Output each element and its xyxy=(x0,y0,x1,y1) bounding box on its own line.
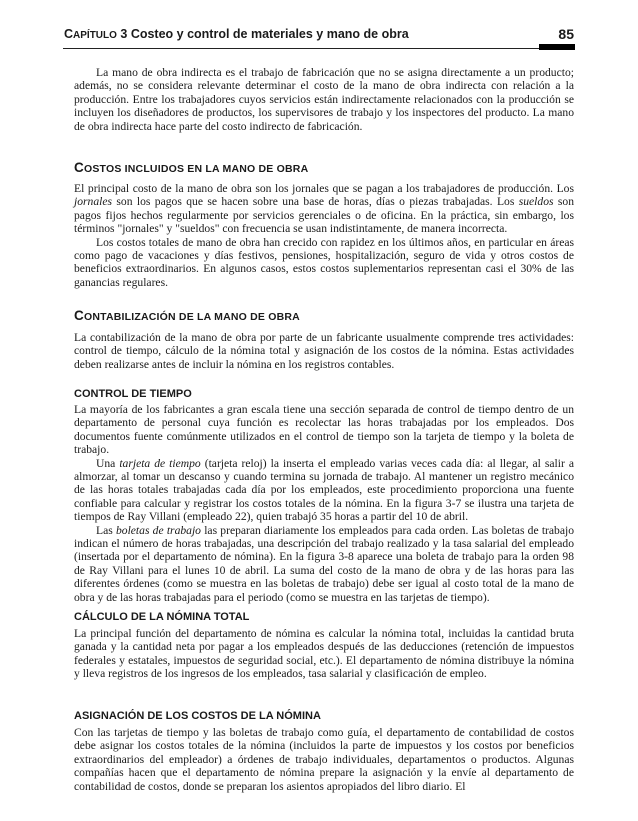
italic-term: tarjeta de tiempo xyxy=(119,456,201,470)
subheading-calculo-nomina: CÁLCULO DE LA NÓMINA TOTAL xyxy=(74,611,250,623)
paragraph: La contabilización de la mano de obra por parte de un fabricante usualmente comprende tres actividades: control de tiempo, cálculo de la nómina total y asignación de los costos de la nómina. Estas actividades deben realizarse antes de incluir la nómina en los registros contables. xyxy=(74,331,574,371)
intro-paragraph: La mano de obra indirecta es el trabajo de fabricación que no se asigna directamente a un producto; además, no se considera relevante determinar el costo de la mano de obra indirecta con relación a la producción. Entre los trabajadores cuyos servicios están indirectamente relacionados con la producción se incluyen los diseñadores de productos, los supervisores de trabajo y los inspectores del producto. La mano de obra indirecta hace parte del costo indirecto de fabricación. xyxy=(74,66,574,133)
subheading-control-tiempo: CONTROL DE TIEMPO xyxy=(74,388,192,400)
heading-small-caps: OSTOS INCLUIDOS EN LA MANO DE OBRA xyxy=(83,163,309,175)
running-header xyxy=(64,26,574,44)
paragraph xyxy=(74,457,574,524)
chapter-title xyxy=(64,27,409,41)
paragraph xyxy=(74,182,574,236)
text-run: Una xyxy=(96,456,120,470)
header-rule xyxy=(63,48,539,49)
section-heading-contabilizacion xyxy=(74,308,300,323)
intro-paragraph-block xyxy=(74,66,574,133)
paragraph xyxy=(74,524,574,604)
section-costos-body xyxy=(74,182,574,289)
paragraph: La principal función del departamento de nómina es calcular la nómina total, incluidas la cantidad bruta ganada y la cantidad neta por pagar a los empleados después de las deducciones (retención de impuestos federales y estatales, impuestos de seguridad social, etc.). El departamento de nómina distribuye la nómina y lleva registros de los ingresos de los empleados, tasa salarial y clasificación de empleo. xyxy=(74,627,574,681)
heading-initial: C xyxy=(74,160,84,175)
section-contabilizacion-body xyxy=(74,331,574,371)
chapter-rest: 3 Costeo y control de materiales y mano de obra xyxy=(116,27,409,41)
paragraph: Con las tarjetas de tiempo y las boletas de trabajo como guía, el departamento de contabilidad de costos debe asignar los costos totales de la nómina (incluidos la parte de impuestos y los costos por beneficios extraordinarios del empleador) a órdenes de trabajo individuales, departamentos o productos. Algunas compañías hacen que el departamento de nómina prepare la asignación y la envíe al departamento de contabilidad de costos, donde se preparan los asientos apropiados del libro diario. El xyxy=(74,726,574,793)
text-run: Las xyxy=(96,523,116,537)
italic-term: jornales xyxy=(74,195,113,209)
paragraph: La mayoría de los fabricantes a gran escala tiene una sección separada de control de tiempo dentro de un departamento de personal cuya función es recolectar las horas trabajadas por los empleados. Dos documentos fuente comúnmente utilizados en el control de tiempo son la tarjeta de tiempo y la boleta de trabajo. xyxy=(74,403,574,457)
thumb-tab-marker xyxy=(539,44,575,50)
page-number: 85 xyxy=(558,26,574,42)
text-run: son los pagos que se hacen sobre una base de horas, días o piezas trabajadas. Los xyxy=(112,195,519,209)
text-run: las preparan diariamente los empleados para cada orden. Las boletas de trabajo indican el número de horas trabajadas, una descripción del trabajo realizado y la tasa salarial del empleado (insertada por el departamento de nómina). En la figura 3-8 aparece una boleta de trabajo para la orden 98 de Ray Villani para el lunes 10 de abril. La suma del costo de la mano de obra y de las horas para las diferentes órdenes (como se muestra en las boletas de trabajo) debe ser igual al costo total de la mano de obra y de las horas trabajadas para el periodo (como se muestra en las tarjetas de tiempo). xyxy=(74,523,575,604)
chapter-small-caps: APÍTULO xyxy=(73,30,117,41)
italic-term: boletas de trabajo xyxy=(115,523,201,537)
calculo-nomina-body xyxy=(74,627,574,681)
text-run: (tarjeta reloj) la inserta el empleado varias veces cada día: al llegar, al salir a almorzar, al tomar un descanso y cuando termina su jornada de trabajo. Al mantener un registro mecánico de las horas totales trabajadas cada día por los empleados, este procedimiento proporciona una fuente confiable para calcular y registrar los costos totales de la nómina. En la figura 3-7 se ilustra una tarjeta de tiempos de Ray Villani (empleado 22), quien trabajó 35 horas a partir del 10 de abril. xyxy=(74,456,574,524)
heading-initial: C xyxy=(74,308,84,323)
section-heading-costos xyxy=(74,160,308,175)
text-run: El principal costo de la mano de obra son los jornales que se pagan a los trabajadores de producción. Los xyxy=(74,182,574,195)
asignacion-costos-body xyxy=(74,726,574,793)
chapter-initial: C xyxy=(64,27,74,41)
italic-term: sueldos xyxy=(518,195,554,209)
paragraph: Los costos totales de mano de obra han crecido con rapidez en los últimos años, en particular en áreas como pago de vacaciones y días festivos, pensiones, hospitalización, seguro de vida y otros costos de beneficios extraordinarios. En algunos casos, estos costos suplementarios representan casi el 30% de las ganancias regulares. xyxy=(74,235,574,289)
subheading-asignacion-costos: ASIGNACIÓN DE LOS COSTOS DE LA NÓMINA xyxy=(74,710,321,722)
control-tiempo-body xyxy=(74,403,574,604)
heading-small-caps: ONTABILIZACIÓN DE LA MANO DE OBRA xyxy=(83,311,300,323)
text-run: son pagos fijos hechos regularmente por servicios gerenciales o de oficina. En la práctica, sin embargo, los términos "jornales" y "sueldos" con frecuencia se usan indistintamente, de manera incorrecta. xyxy=(74,195,574,236)
